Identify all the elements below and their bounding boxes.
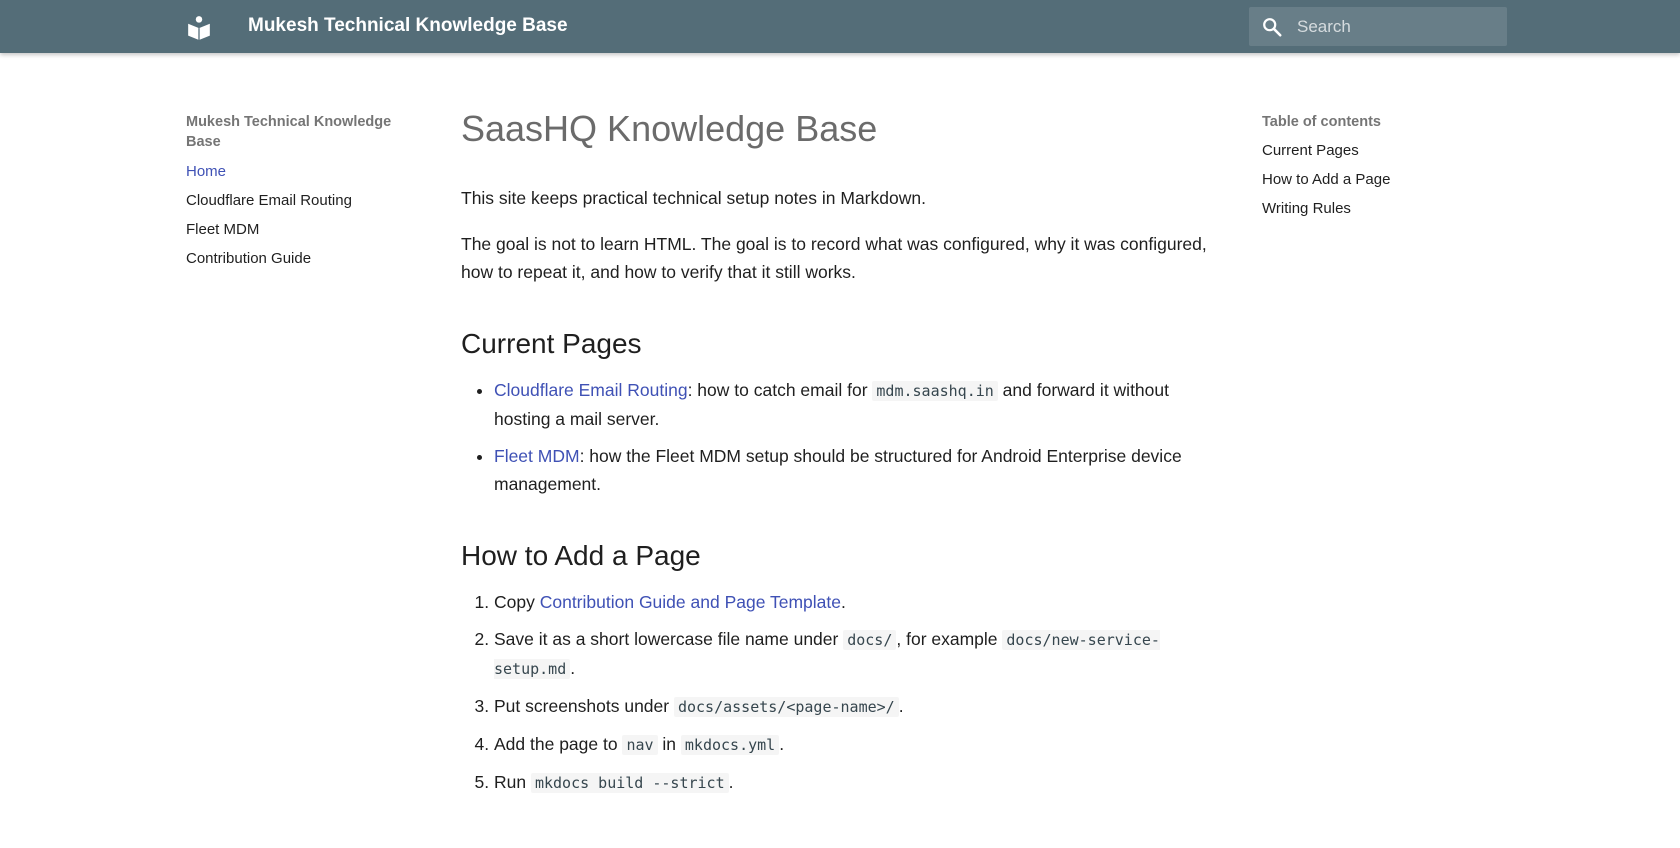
main-content (461, 104, 1221, 807)
step-item (494, 588, 1221, 616)
inline-code: docs/assets/<page-name>/ (674, 697, 899, 717)
sidebar-item-home[interactable]: Home (186, 163, 227, 180)
toc-item-writing-rules[interactable]: Writing Rules (1262, 200, 1351, 217)
step-item (494, 730, 1221, 759)
inline-code: docs/ (843, 630, 896, 650)
list-item-text: : how the Fleet MDM setup should be structured for Android Enterprise device management. (494, 446, 1182, 494)
step-text: . (570, 658, 576, 678)
list-item-text: and forward it without hosting a mail server. (494, 380, 1169, 429)
page-title: SaasHQ Knowledge Base (461, 108, 878, 149)
step-text: Add the page to (494, 734, 623, 754)
step-text: , for example (896, 629, 1003, 649)
link-contribution-guide-template[interactable]: Contribution Guide and Page Template (539, 592, 841, 612)
current-pages-list (461, 376, 1221, 498)
step-text: . (841, 592, 846, 612)
search-input[interactable] (1297, 7, 1497, 46)
list-item (494, 442, 1221, 498)
step-item (494, 625, 1221, 683)
step-text: Save it as a short lowercase file name under (494, 629, 844, 649)
inline-code: mkdocs.yml (681, 735, 779, 755)
sidebar-nav (186, 112, 416, 278)
intro-paragraph: This site keeps practical technical setup notes in Markdown. (461, 188, 926, 208)
add-page-steps (461, 588, 1221, 797)
link-cloudflare-email-routing[interactable]: Cloudflare Email Routing (494, 380, 688, 400)
table-of-contents (1262, 112, 1502, 228)
sidebar-item-fleet-mdm[interactable]: Fleet MDM (186, 221, 260, 238)
step-text: . (779, 734, 785, 754)
goal-paragraph: The goal is not to learn HTML. The goal is to record what was configured, why it was configured, how to repeat it, and how to verify that it still works. (461, 234, 1207, 282)
list-item (494, 376, 1221, 433)
top-header (0, 0, 1680, 53)
step-text: Run (494, 772, 531, 792)
toc-title: Table of contents (1262, 114, 1381, 130)
step-item (494, 692, 1221, 721)
step-text: Copy (494, 592, 540, 612)
inline-code: mkdocs build --strict (531, 773, 729, 793)
book-open-icon[interactable] (186, 14, 212, 40)
step-text: Put screenshots under (494, 696, 674, 716)
search-box[interactable] (1249, 7, 1507, 46)
inline-code: mdm.saashq.in (872, 381, 997, 401)
section-heading-how-to-add-a-page: How to Add a Page (461, 540, 701, 571)
sidebar-item-cloudflare-email-routing[interactable]: Cloudflare Email Routing (186, 192, 352, 209)
section-heading-current-pages: Current Pages (461, 328, 642, 359)
step-text: . (728, 772, 734, 792)
list-item-text: : how to catch email for (687, 380, 873, 400)
step-item (494, 768, 1221, 797)
step-text: . (898, 696, 904, 716)
step-text: in (657, 734, 681, 754)
sidebar-item-contribution-guide[interactable]: Contribution Guide (186, 250, 312, 267)
inline-code: nav (622, 735, 657, 755)
link-fleet-mdm[interactable]: Fleet MDM (494, 446, 580, 466)
toc-item-current-pages[interactable]: Current Pages (1262, 142, 1359, 159)
inline-code: docs/new-service-setup.md (494, 631, 1160, 678)
toc-item-how-to-add-a-page[interactable]: How to Add a Page (1262, 171, 1391, 188)
nav-title: Mukesh Technical Knowledge Base (186, 114, 392, 150)
site-title[interactable]: Mukesh Technical Knowledge Base (248, 15, 568, 36)
search-icon[interactable] (1261, 16, 1283, 38)
